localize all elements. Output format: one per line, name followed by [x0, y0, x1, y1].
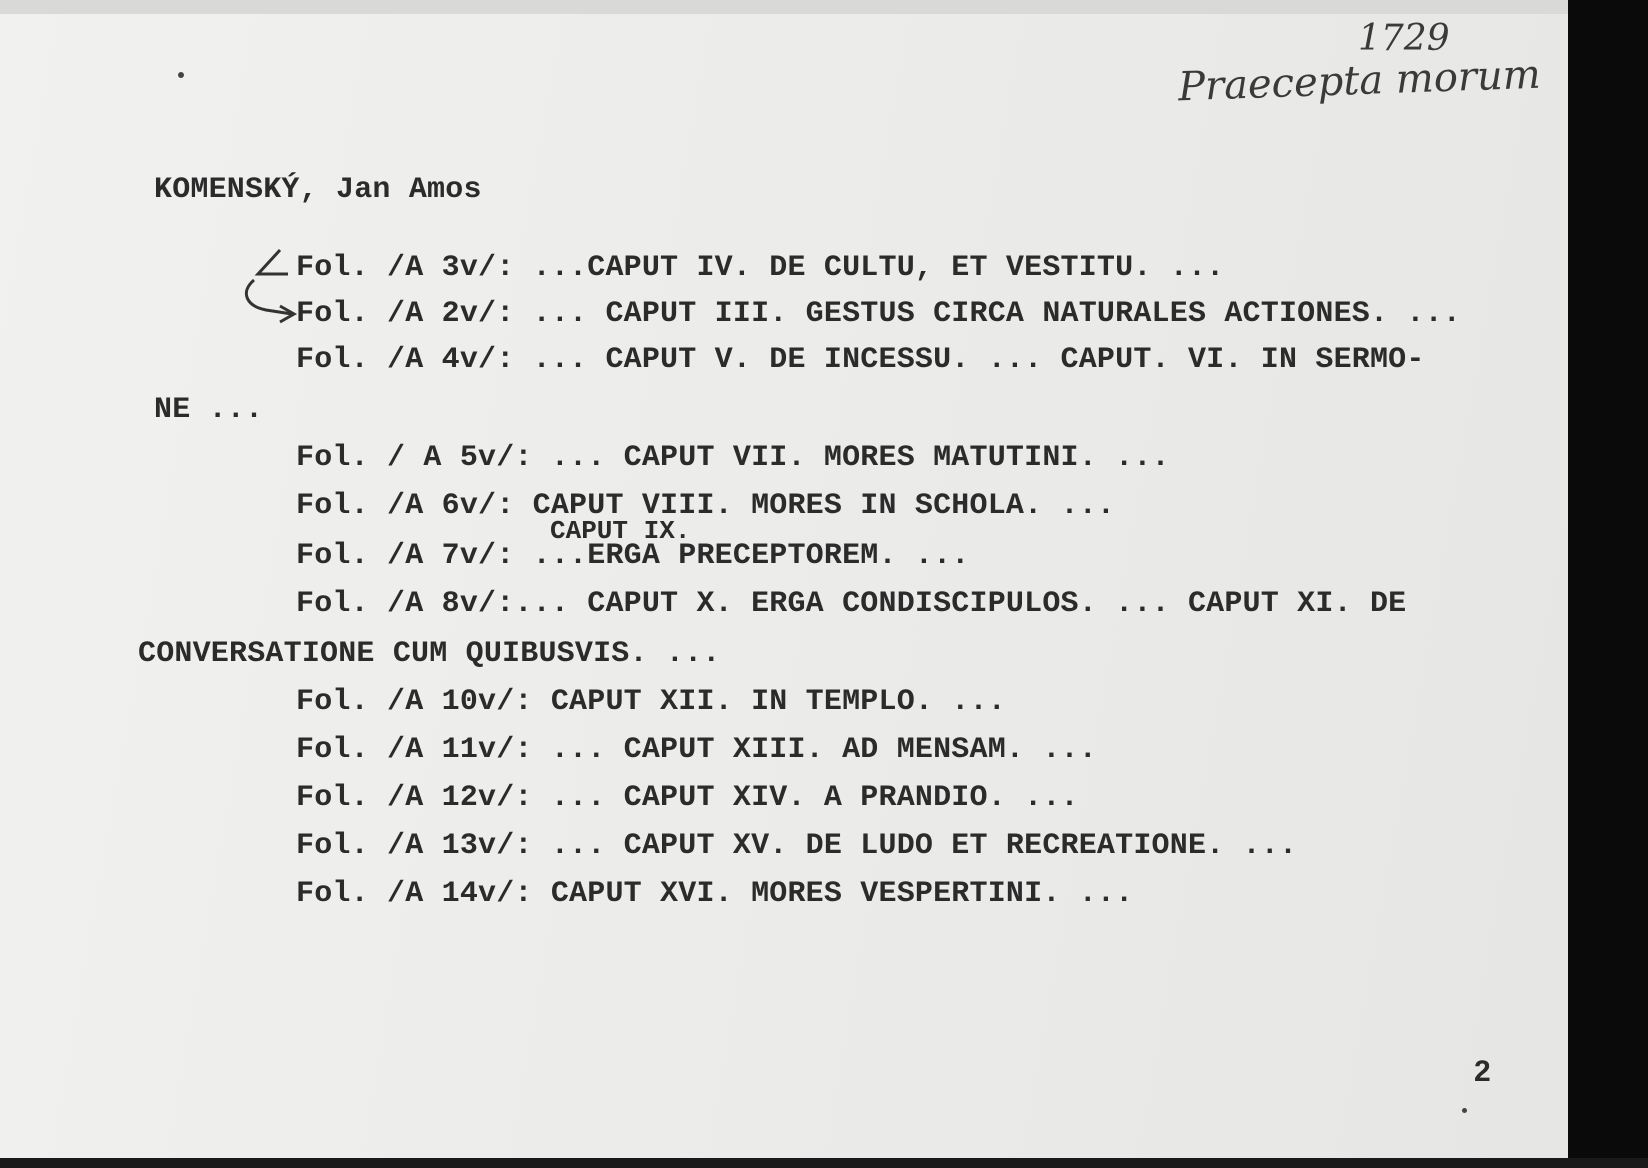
entry-line-9: Fol. /A 11v/: ... CAPUT XIII. AD MENSAM. ...: [296, 733, 1097, 767]
entry-line-2: Fol. /A 2v/: ... CAPUT III. GESTUS CIRCA NATURALES ACTIONES. ...: [296, 297, 1461, 331]
entry-line-4: Fol. / A 5v/: ... CAPUT VII. MORES MATUTINI. ...: [296, 441, 1170, 475]
entry-line-3: Fol. /A 4v/: ... CAPUT V. DE INCESSU. ... CAPUT. VI. IN SERMO-: [296, 343, 1425, 377]
entry-line-8: Fol. /A 10v/: CAPUT XII. IN TEMPLO. ...: [296, 685, 1006, 719]
entry-line-1: Fol. /A 3v/: ...CAPUT IV. DE CULTU, ET VESTITU. ...: [296, 251, 1225, 285]
scan-edge-right: [1568, 0, 1648, 1168]
speck: [178, 72, 184, 78]
entry-line-7: Fol. /A 8v/:... CAPUT X. ERGA CONDISCIPULOS. ... CAPUT XI. DE: [296, 587, 1407, 621]
card-number: 2: [1474, 1055, 1491, 1088]
entry-line-10: Fol. /A 12v/: ... CAPUT XIV. A PRANDIO. ...: [296, 781, 1079, 815]
entry-line-7-cont: CONVERSATIONE CUM QUIBUSVIS. ...: [138, 637, 721, 671]
handwritten-title: Praecepta morum: [1177, 51, 1542, 111]
caput-ix-insertion: CAPUT IX.: [550, 516, 691, 546]
card-top-edge: [0, 0, 1568, 14]
entry-line-12: Fol. /A 14v/: CAPUT XVI. MORES VESPERTINI. ...: [296, 877, 1134, 911]
scan-edge-bottom: [0, 1158, 1648, 1168]
author-heading: KOMENSKÝ, Jan Amos: [154, 173, 482, 207]
speck: [1462, 1108, 1467, 1113]
entry-line-5: Fol. /A 6v/: CAPUT VIII. MORES IN SCHOLA. ...: [296, 489, 1116, 523]
entry-line-6: Fol. /A 7v/: ...ERGA PRECEPTOREM. ...: [296, 539, 970, 573]
entry-line-11: Fol. /A 13v/: ... CAPUT XV. DE LUDO ET RECREATIONE. ...: [296, 829, 1298, 863]
entry-line-3-cont: NE ...: [154, 393, 264, 427]
handwritten-number: 1729: [1358, 18, 1450, 59]
